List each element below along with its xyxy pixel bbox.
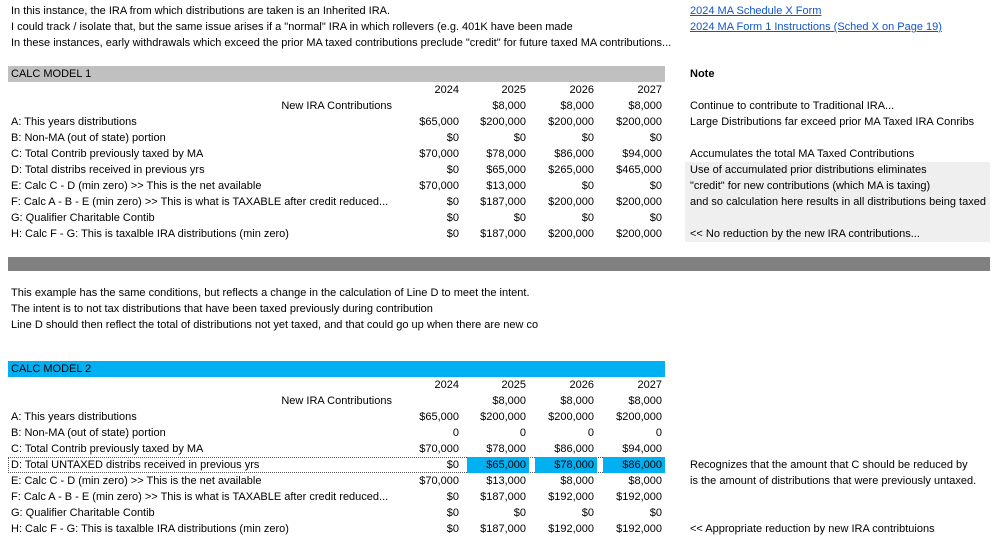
row-label: E: Calc C - D (min zero) >> This is the net available (11, 475, 262, 487)
value-cell: $86,000 (554, 148, 594, 160)
model1-new-contrib-row (8, 98, 665, 114)
note-line: Use of accumulated prior distributions eliminates (690, 164, 927, 176)
table-row (8, 473, 665, 489)
row-label: D: Total UNTAXED distribs received in previous yrs (11, 459, 260, 471)
value-cell: $0 (446, 228, 459, 240)
value-cell: $0 (446, 132, 459, 144)
table-row (8, 146, 665, 162)
value-cell: $200,000 (616, 196, 662, 208)
year-cell: 2027 (637, 379, 662, 391)
row-label: D: Total distribs received in previous yrs (11, 164, 205, 176)
row-label: C: Total Contrib previously taxed by MA (11, 148, 204, 160)
value-cell: $94,000 (622, 148, 662, 160)
value-cell: $13,000 (486, 475, 526, 487)
year-cell: 2025 (501, 379, 526, 391)
intro-line-1: In this instance, the IRA from which distributions are taken is an Inherited IRA. (11, 5, 391, 17)
value-cell: $192,000 (616, 523, 662, 535)
value-cell: $70,000 (419, 475, 459, 487)
row-label: F: Calc A - B - E (min zero) >> This is what is TAXABLE after credit reduced... (11, 196, 389, 208)
value-cell: $200,000 (548, 228, 594, 240)
note-header: Note (690, 68, 715, 80)
row-label: B: Non-MA (out of state) portion (11, 132, 166, 144)
value-cell: $192,000 (616, 491, 662, 503)
value-cell: 0 (587, 427, 594, 439)
value-cell: $0 (446, 196, 459, 208)
value-cell: $8,000 (560, 100, 594, 112)
row-label: G: Qualifier Charitable Contib (11, 507, 155, 519)
row-label: G: Qualifier Charitable Contib (11, 212, 155, 224)
model1-years-row (8, 82, 665, 98)
value-cell: $0 (446, 164, 459, 176)
note-line: Accumulates the total MA Taxed Contributions (690, 148, 915, 160)
year-cell: 2025 (501, 84, 526, 96)
year-cell: 2024 (434, 84, 459, 96)
value-cell: $465,000 (616, 164, 662, 176)
value-cell: $200,000 (616, 116, 662, 128)
value-cell: $0 (649, 180, 662, 192)
note-line: "credit" for new contributions (which MA is taxing) (690, 180, 931, 192)
row-label: A: This years distributions (11, 411, 137, 423)
intro-line-2: I could track / isolate that, but the same issue arises if a "normal" IRA in which rollevers (e.g. 401K have been made (11, 21, 573, 33)
note-line: Continue to contribute to Traditional IRA... (690, 100, 895, 112)
value-cell: $187,000 (480, 523, 526, 535)
row-label: A: This years distributions (11, 116, 137, 128)
calc-model-1-header (8, 66, 665, 82)
table-row (8, 210, 665, 226)
value-cell: $200,000 (616, 411, 662, 423)
value-cell: $200,000 (480, 116, 526, 128)
table-row (8, 505, 665, 521)
value-cell: 0 (519, 427, 526, 439)
value-cell: $78,000 (486, 443, 526, 455)
value-cell: $86,000 (554, 443, 594, 455)
value-cell: $8,000 (628, 100, 662, 112)
section-separator (8, 257, 990, 271)
value-cell: $8,000 (492, 395, 526, 407)
table-row (8, 441, 665, 457)
ma-form1-instructions-link[interactable]: 2024 MA Form 1 Instructions (Sched X on Page 19) (690, 21, 942, 33)
value-cell: $0 (446, 459, 459, 471)
value-cell: $8,000 (628, 475, 662, 487)
value-cell (400, 393, 462, 409)
value-cell: $187,000 (480, 491, 526, 503)
value-cell: $0 (446, 491, 459, 503)
value-cell: $200,000 (616, 228, 662, 240)
new-contrib-label: New IRA Contributions (281, 395, 392, 407)
row-label: H: Calc F - G: This is taxalble IRA distributions (min zero) (11, 523, 289, 535)
value-cell: $70,000 (419, 443, 459, 455)
highlighted-cell[interactable]: $65,000 (467, 457, 529, 473)
value-cell: 0 (655, 427, 662, 439)
table-row (8, 409, 665, 425)
row-label: H: Calc F - G: This is taxalble IRA distributions (min zero) (11, 228, 289, 240)
value-cell: $187,000 (480, 196, 526, 208)
value-cell: $0 (581, 180, 594, 192)
value-cell: $0 (581, 212, 594, 224)
selected-row[interactable] (8, 457, 665, 473)
value-cell: $200,000 (548, 411, 594, 423)
table-row (8, 226, 665, 242)
explanation-line-1: This example has the same conditions, but reflects a change in the calculation of Line D to meet the intent. (11, 287, 530, 299)
table-row (8, 114, 665, 130)
value-cell (400, 98, 462, 114)
highlighted-cell[interactable]: $86,000 (603, 457, 665, 473)
value-cell: $0 (446, 523, 459, 535)
calc-model-1-title: CALC MODEL 1 (11, 68, 92, 80)
value-cell: $0 (649, 132, 662, 144)
value-cell: $65,000 (419, 411, 459, 423)
year-cell: 2027 (637, 84, 662, 96)
value-cell: $0 (513, 507, 526, 519)
value-cell: $200,000 (548, 196, 594, 208)
value-cell: $78,000 (486, 148, 526, 160)
note-line: Large Distributions far exceed prior MA Taxed IRA Conribs (690, 116, 975, 128)
value-cell: $0 (649, 507, 662, 519)
ma-schedule-x-link[interactable]: 2024 MA Schedule X Form (690, 5, 822, 17)
note-line: << Appropriate reduction by new IRA contribtuions (690, 523, 935, 535)
table-row (8, 162, 665, 178)
row-label: E: Calc C - D (min zero) >> This is the net available (11, 180, 262, 192)
note-line: Recognizes that the amount that C should be reduced by (690, 459, 968, 471)
value-cell: $0 (446, 507, 459, 519)
table-row (8, 425, 665, 441)
row-label: C: Total Contrib previously taxed by MA (11, 443, 204, 455)
explanation-line-3: Line D should then reflect the total of distributions not yet taxed, and that could go up when there are new co (11, 319, 539, 331)
new-contrib-label: New IRA Contributions (281, 100, 392, 112)
value-cell: $8,000 (492, 100, 526, 112)
table-row (8, 178, 665, 194)
value-cell: $8,000 (560, 475, 594, 487)
value-cell: 0 (452, 427, 459, 439)
value-cell: $0 (513, 132, 526, 144)
value-cell: $0 (649, 212, 662, 224)
value-cell: $0 (581, 132, 594, 144)
value-cell: $192,000 (548, 523, 594, 535)
intro-line-3: In these instances, early withdrawals which exceed the prior MA taxed contributions preclude "credit" for future taxed MA contributions... (11, 37, 672, 49)
value-cell: $8,000 (560, 395, 594, 407)
value-cell: $265,000 (548, 164, 594, 176)
note-line: << No reduction by the new IRA contributions... (690, 228, 920, 240)
table-row (8, 489, 665, 505)
value-cell: $70,000 (419, 148, 459, 160)
row-label: B: Non-MA (out of state) portion (11, 427, 166, 439)
value-cell: $0 (513, 212, 526, 224)
value-cell: $200,000 (480, 411, 526, 423)
row-label: F: Calc A - B - E (min zero) >> This is what is TAXABLE after credit reduced... (11, 491, 389, 503)
value-cell: $0 (581, 507, 594, 519)
calc-model-2-title: CALC MODEL 2 (11, 363, 92, 375)
value-cell: $8,000 (628, 395, 662, 407)
value-cell: $65,000 (486, 164, 526, 176)
value-cell: $192,000 (548, 491, 594, 503)
explanation-line-2: The intent is to not tax distributions that have been taxed previously during contribution (11, 303, 433, 315)
highlighted-cell[interactable]: $78,000 (535, 457, 597, 473)
table-row (8, 130, 665, 146)
value-cell: $65,000 (419, 116, 459, 128)
value-cell: $187,000 (480, 228, 526, 240)
note-line: and so calculation here results in all distributions being taxed (690, 196, 986, 208)
year-cell: 2026 (569, 379, 594, 391)
table-row (8, 194, 665, 210)
year-cell: 2024 (434, 379, 459, 391)
model2-new-contrib-row (8, 393, 665, 409)
note-line: is the amount of distributions that were previously untaxed. (690, 475, 977, 487)
value-cell: $70,000 (419, 180, 459, 192)
year-cell: 2026 (569, 84, 594, 96)
model2-years-row (8, 377, 665, 393)
value-cell: $0 (446, 212, 459, 224)
value-cell: $200,000 (548, 116, 594, 128)
value-cell: $13,000 (486, 180, 526, 192)
calc-model-2-header (8, 361, 665, 377)
value-cell: $94,000 (622, 443, 662, 455)
table-row (8, 521, 665, 537)
